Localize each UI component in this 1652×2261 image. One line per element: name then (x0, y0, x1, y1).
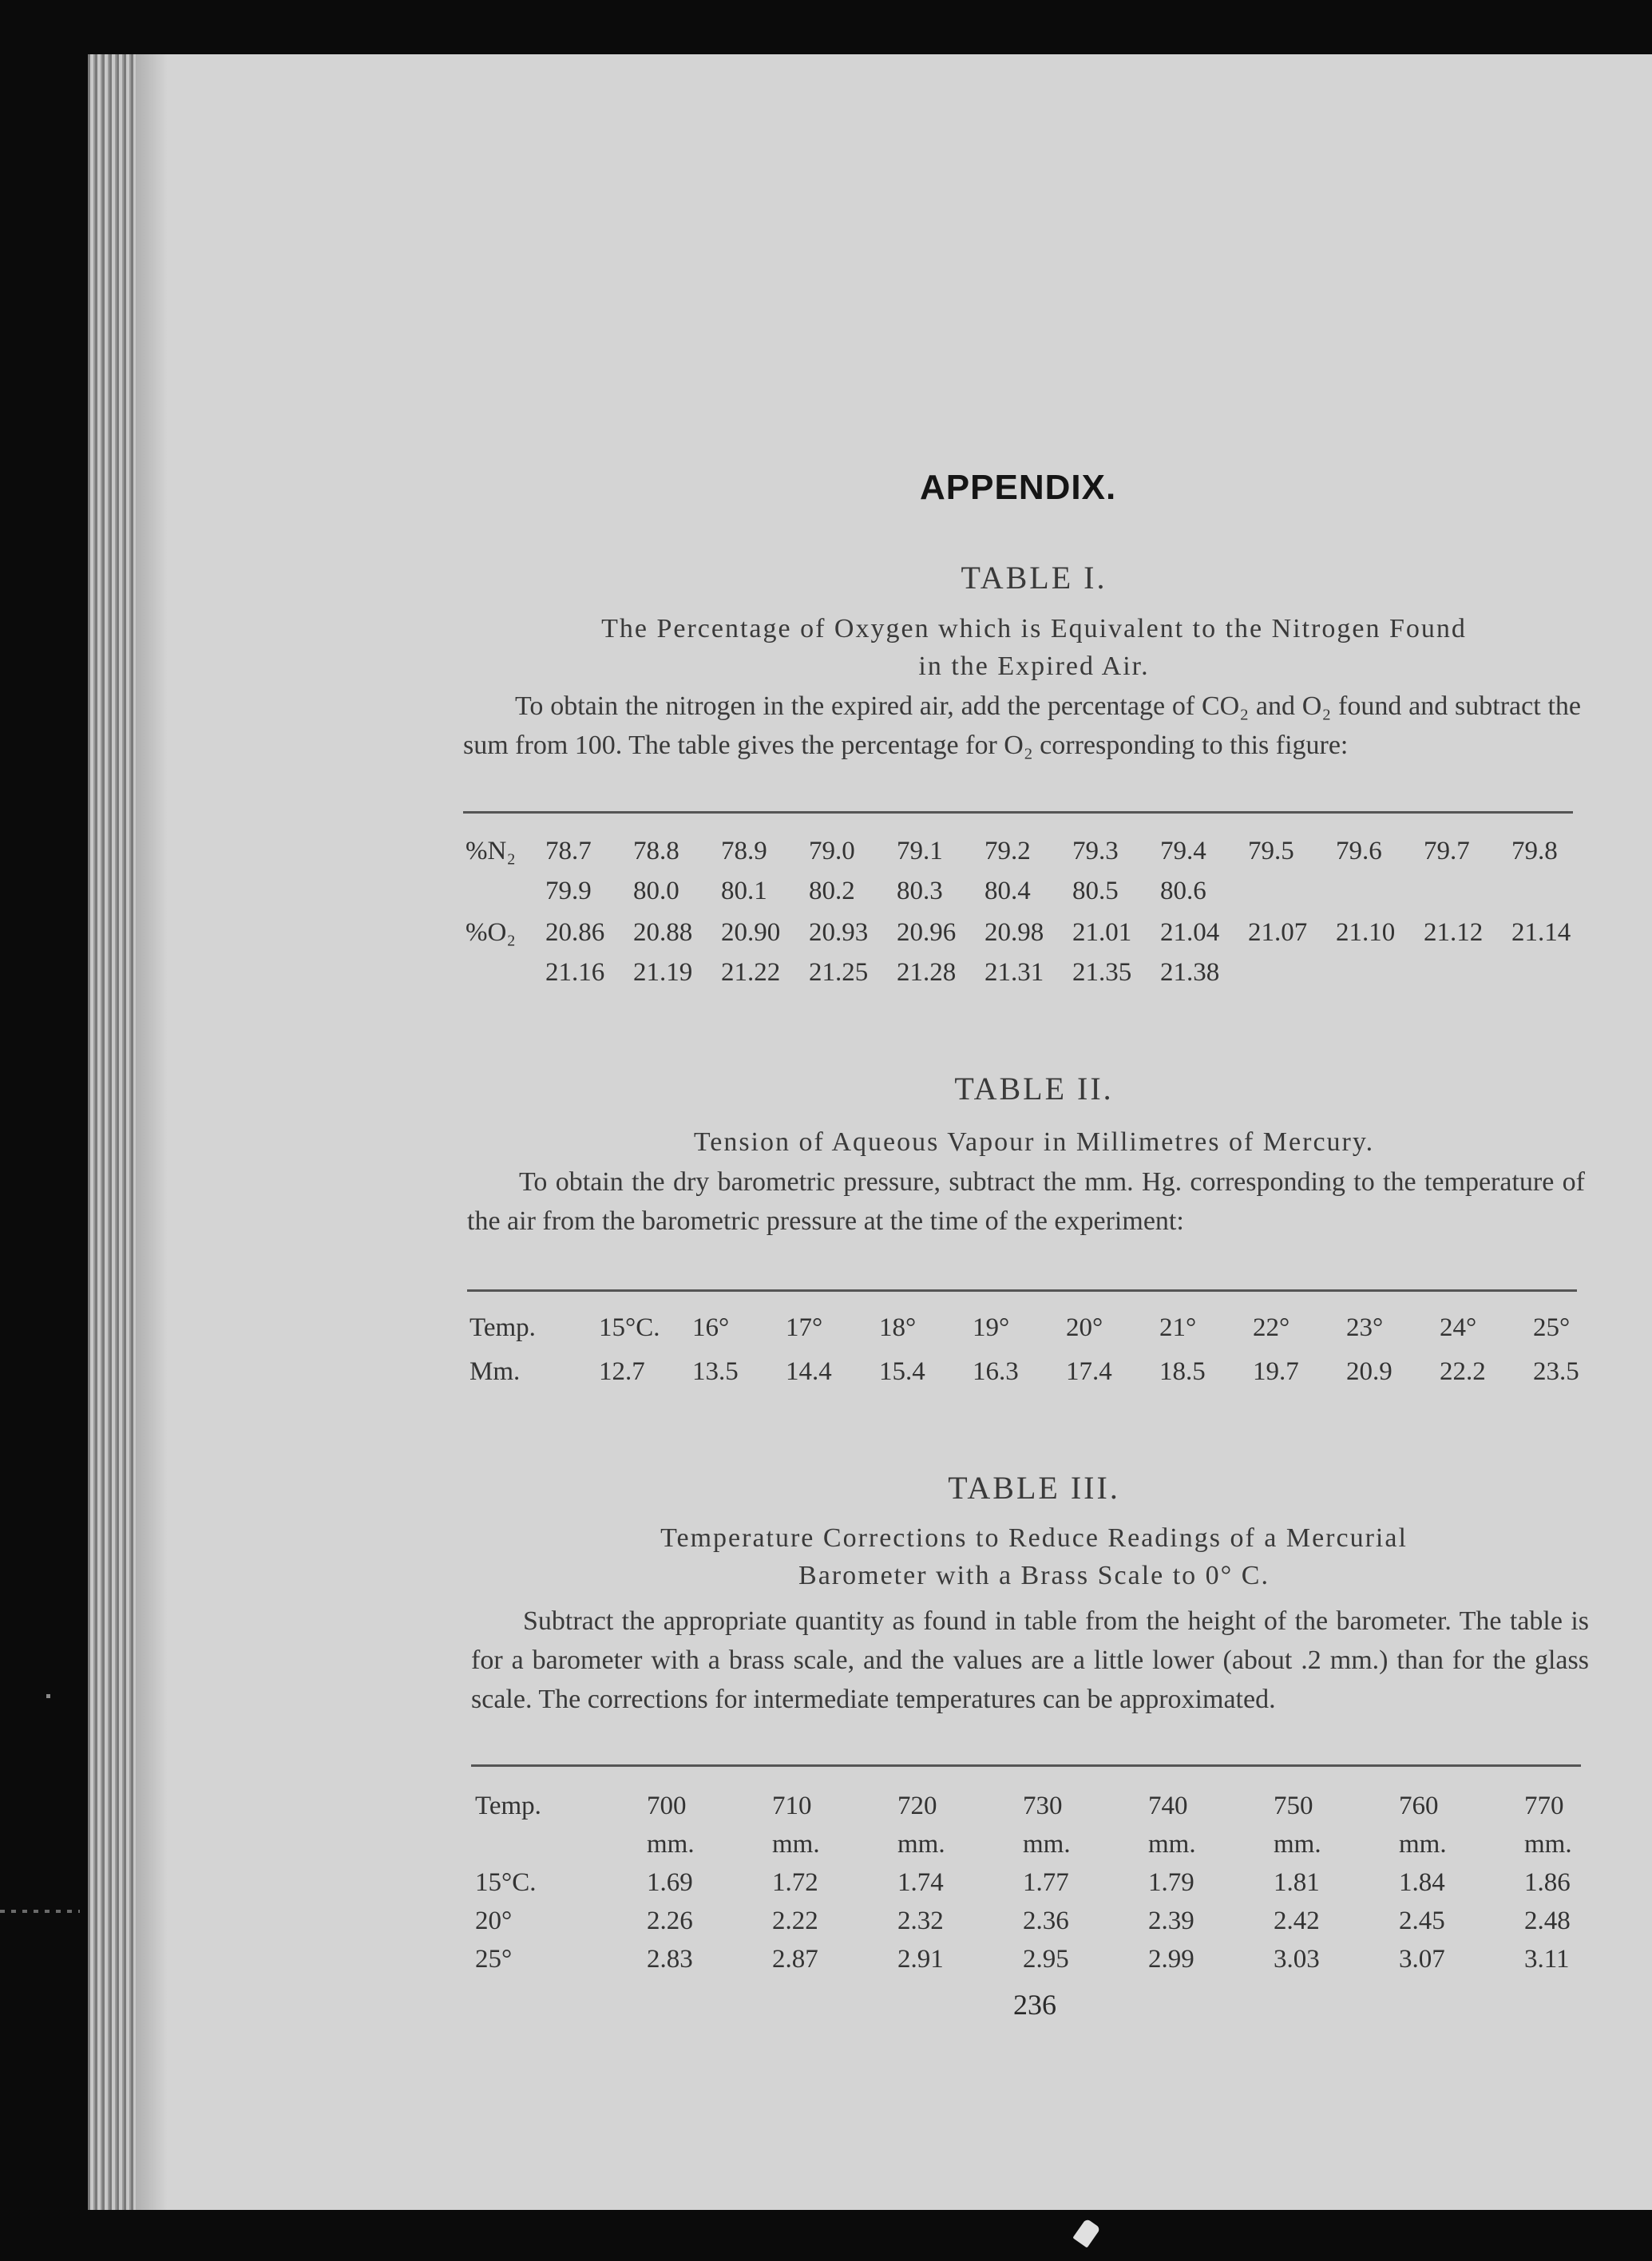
correction-value: 2.83 (647, 1945, 693, 1974)
n2-value: 79.8 (1511, 837, 1558, 865)
o2-value: 21.25 (809, 958, 869, 987)
column-unit: mm. (1148, 1830, 1196, 1859)
correction-value: 1.84 (1399, 1868, 1445, 1897)
mm-value: 15.4 (879, 1357, 925, 1386)
n2-value: 79.0 (809, 837, 855, 865)
correction-value: 1.77 (1023, 1868, 1069, 1897)
row-temp: 25° (475, 1945, 513, 1974)
table1-o2-row1 (465, 918, 1599, 948)
correction-value: 1.79 (1148, 1868, 1194, 1897)
column-unit: mm. (1023, 1830, 1071, 1859)
n2-value: 80.1 (721, 877, 767, 905)
page-number: 236 (1013, 1989, 1056, 2021)
table-row (475, 1945, 1650, 1974)
correction-value: 3.11 (1524, 1945, 1570, 1974)
scan-artifact (46, 1694, 50, 1698)
o2-value: 21.35 (1072, 958, 1132, 987)
temp-value: 23° (1346, 1313, 1384, 1342)
n2-value: 80.6 (1160, 877, 1206, 905)
table1-paragraph: To obtain the nitrogen in the expired air, add the percentage of CO₂ and O₂ found and subtract the sum from 100. The table gives the percentage for O₂ corresponding to this figure: (463, 691, 1581, 760)
correction-value: 2.87 (772, 1945, 818, 1974)
temp-value: 18° (879, 1313, 917, 1342)
row-temp: 15°C. (475, 1868, 537, 1897)
o2-value: 21.12 (1424, 918, 1484, 947)
o2-value: 21.14 (1511, 918, 1571, 947)
table1-caption-line1: The Percentage of Oxygen which is Equivalent to the Nitrogen Found (601, 614, 1467, 643)
column-unit: mm. (1274, 1830, 1321, 1859)
temp-value: 25° (1533, 1313, 1571, 1342)
o2-value: 21.10 (1336, 918, 1396, 947)
table2-paragraph: To obtain the dry barometric pressure, subtract the mm. Hg. corresponding to the temperature of the air from the barometric pressure at the time of the experiment: (467, 1167, 1585, 1236)
mm-label: Mm. (469, 1357, 521, 1386)
column-unit: mm. (897, 1830, 945, 1859)
table1-n2-row1 (465, 837, 1599, 866)
n2-value: 80.2 (809, 877, 855, 905)
row-temp: 20° (475, 1907, 513, 1935)
column-unit: mm. (1399, 1830, 1447, 1859)
o2-value: 20.96 (897, 918, 957, 947)
table2-temp-row (469, 1313, 1626, 1343)
o2-value: 21.31 (984, 958, 1044, 987)
table2-caption: Tension of Aqueous Vapour in Millimetres of Mercury. (693, 1127, 1375, 1157)
n2-value: 79.1 (897, 837, 943, 865)
mm-value: 18.5 (1159, 1357, 1206, 1386)
column-header: 770 (1524, 1792, 1564, 1820)
column-header: 700 (647, 1792, 687, 1820)
table2-title: TABLE II. (954, 1071, 1114, 1107)
mm-value: 14.4 (786, 1357, 832, 1386)
mm-value: 16.3 (973, 1357, 1019, 1386)
correction-value: 2.22 (772, 1907, 818, 1935)
correction-value: 3.07 (1399, 1945, 1445, 1974)
column-header: 720 (897, 1792, 937, 1820)
correction-value: 2.26 (647, 1907, 693, 1935)
n2-value: 80.5 (1072, 877, 1119, 905)
n2-value: 79.7 (1424, 837, 1470, 865)
o2-value: 20.86 (545, 918, 605, 947)
correction-value: 2.45 (1399, 1907, 1445, 1935)
column-unit: mm. (772, 1830, 820, 1859)
mm-value: 13.5 (692, 1357, 739, 1386)
column-header: 760 (1399, 1792, 1439, 1820)
correction-value: 2.48 (1524, 1907, 1571, 1935)
o2-value: 20.88 (633, 918, 693, 947)
correction-value: 1.74 (897, 1868, 944, 1897)
column-header: 740 (1148, 1792, 1188, 1820)
o2-value: 21.38 (1160, 958, 1220, 987)
mm-value: 20.9 (1346, 1357, 1393, 1386)
correction-value: 2.39 (1148, 1907, 1194, 1935)
column-header: 710 (772, 1792, 812, 1820)
temp-value: 24° (1440, 1313, 1477, 1342)
temp-label: Temp. (469, 1313, 536, 1342)
n2-value: 78.8 (633, 837, 679, 865)
temp-value: 20° (1066, 1313, 1103, 1342)
column-header: 750 (1274, 1792, 1313, 1820)
o2-value: 21.01 (1072, 918, 1132, 947)
table-row (475, 1907, 1650, 1936)
table3-paragraph: Subtract the appropriate quantity as found in table from the height of the barometer. The table is for a barometer with a brass scale, and the values are a little lower (about .2 mm.) than for the glass scale. The corrections for intermediate temperatures can be approximated. (471, 1606, 1589, 1714)
n2-value: 80.4 (984, 877, 1031, 905)
table3-header-row (475, 1792, 1650, 1821)
mm-value: 12.7 (599, 1357, 645, 1386)
page-edges (88, 54, 136, 2210)
n2-value: 80.3 (897, 877, 943, 905)
o2-value: 21.16 (545, 958, 605, 987)
correction-value: 3.03 (1274, 1945, 1320, 1974)
column-unit: mm. (1524, 1830, 1572, 1859)
correction-value: 2.36 (1023, 1907, 1069, 1935)
n2-value: 79.4 (1160, 837, 1206, 865)
column-unit: mm. (647, 1830, 695, 1859)
o2-label: %O₂ (465, 918, 516, 947)
mm-value: 17.4 (1066, 1357, 1112, 1386)
correction-value: 1.81 (1274, 1868, 1320, 1897)
table1-rule (463, 811, 1573, 814)
table3-rule (471, 1764, 1581, 1767)
n2-value: 79.6 (1336, 837, 1382, 865)
temp-value: 17° (786, 1313, 823, 1342)
temp-value: 16° (692, 1313, 730, 1342)
table2-mm-row (469, 1357, 1626, 1387)
correction-value: 1.69 (647, 1868, 693, 1897)
o2-value: 21.07 (1248, 918, 1308, 947)
table1-title: TABLE I. (961, 560, 1107, 596)
table3-caption-line1: Temperature Corrections to Reduce Readings of a Mercurial (660, 1523, 1408, 1553)
o2-value: 21.04 (1160, 918, 1220, 947)
table1-caption-line2: in the Expired Air. (918, 651, 1150, 681)
o2-value: 20.93 (809, 918, 869, 947)
scanner-background (0, 2210, 1652, 2261)
temp-value: 22° (1253, 1313, 1290, 1342)
gutter-shadow (136, 54, 168, 2210)
n2-value: 79.3 (1072, 837, 1119, 865)
table3-unit-row (647, 1830, 1650, 1859)
n2-label: %N₂ (465, 837, 516, 865)
table2-rule (467, 1289, 1577, 1292)
n2-value: 78.7 (545, 837, 592, 865)
table3-title: TABLE III. (948, 1470, 1120, 1506)
table1-n2-row2 (545, 877, 1248, 906)
temp-value: 19° (973, 1313, 1010, 1342)
correction-value: 2.42 (1274, 1907, 1320, 1935)
o2-value: 21.22 (721, 958, 781, 987)
mm-value: 22.2 (1440, 1357, 1486, 1386)
correction-value: 1.72 (772, 1868, 818, 1897)
o2-value: 20.90 (721, 918, 781, 947)
o2-value: 21.19 (633, 958, 693, 987)
scan-artifact (0, 1910, 80, 1913)
table3-caption-line2: Barometer with a Brass Scale to 0° C. (798, 1561, 1270, 1590)
column-header: 730 (1023, 1792, 1063, 1820)
temp-value: 15°C. (599, 1313, 660, 1342)
mm-value: 23.5 (1533, 1357, 1579, 1386)
table-row (475, 1868, 1650, 1898)
appendix-heading: APPENDIX. (920, 468, 1117, 507)
n2-value: 78.9 (721, 837, 767, 865)
table3-header-label: Temp. (475, 1792, 541, 1820)
correction-value: 2.32 (897, 1907, 944, 1935)
n2-value: 79.2 (984, 837, 1031, 865)
correction-value: 2.91 (897, 1945, 944, 1974)
n2-value: 80.0 (633, 877, 679, 905)
correction-value: 2.95 (1023, 1945, 1069, 1974)
o2-value: 21.28 (897, 958, 957, 987)
n2-value: 79.5 (1248, 837, 1294, 865)
n2-value: 79.9 (545, 877, 592, 905)
o2-value: 20.98 (984, 918, 1044, 947)
mm-value: 19.7 (1253, 1357, 1299, 1386)
temp-value: 21° (1159, 1313, 1197, 1342)
correction-value: 2.99 (1148, 1945, 1194, 1974)
correction-value: 1.86 (1524, 1868, 1571, 1897)
table1-o2-row2 (545, 958, 1248, 988)
